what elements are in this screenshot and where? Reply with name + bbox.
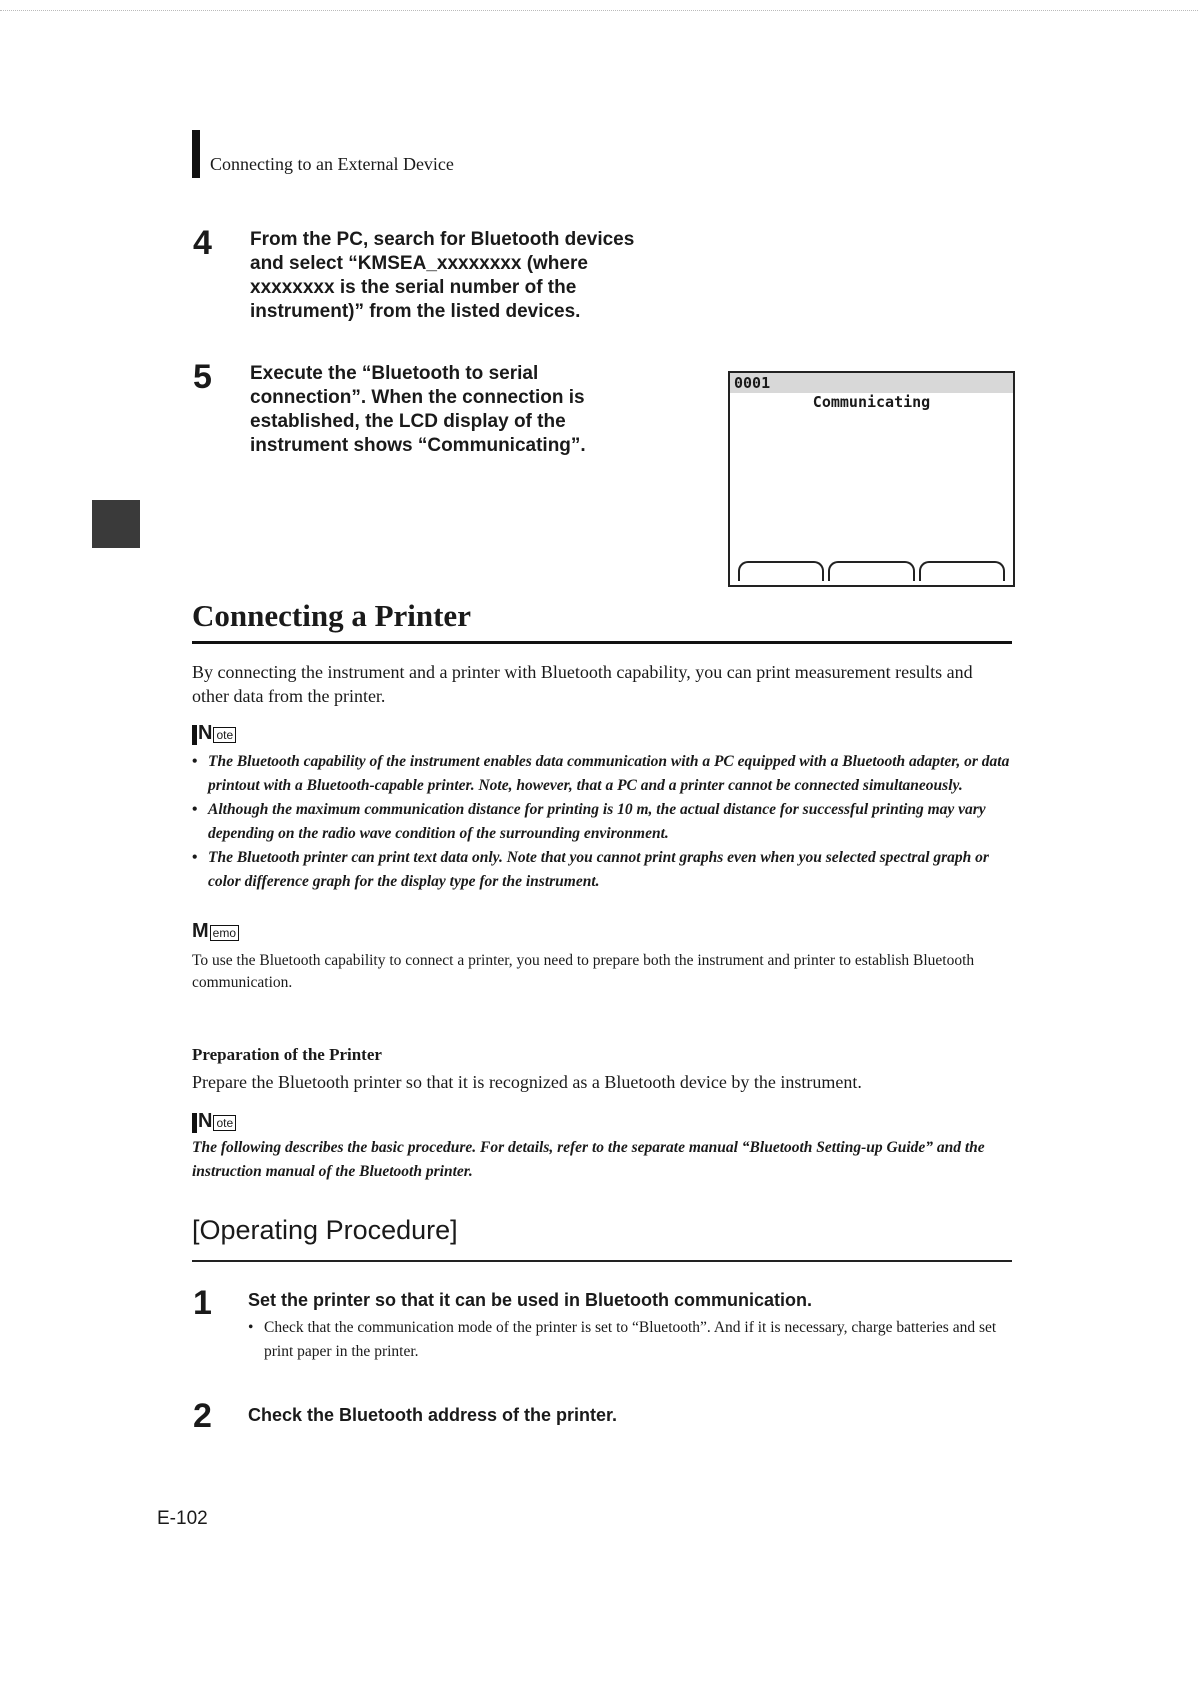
step-number: 5 [193,358,212,396]
note-label-small: ote [213,727,236,743]
step-number: 2 [193,1397,212,1435]
note-text: The following describes the basic procedure. For details, refer to the separate manual “Bluetooth Setting-up Guide” and the instruction manual of the Bluetooth printer. [192,1139,985,1180]
step-text: Check the Bluetooth address of the printer. [248,1405,618,1425]
section-bar [192,130,200,178]
heading-rule [192,641,1012,644]
lcd-status-text: Communicating [812,393,931,411]
step-text: Set the printer so that it can be used in Bluetooth communication. [248,1290,813,1310]
list-item: • The Bluetooth printer can print text data only. Note that you cannot print graphs even when you selected spectral graph or color difference graph for the display type for the instrument. [192,846,1022,894]
note-marker [192,725,197,745]
section-header-text: Connecting to an External Device [210,154,454,174]
note-label-small: ote [213,1115,236,1131]
step-text: From the PC, search for Bluetooth devices and select “KMSEA_xxxxxxxx (where xxxxxxxx is the serial number of the instrument)” from the listed devices. [250,229,635,322]
step-sub-bullet: • Check that the communication mode of the printer is set to “Bluetooth”. And if it is necessary, charge batteries and set print paper in the printer. [248,1316,1024,1364]
note-label [192,722,236,745]
note-marker [192,1113,197,1133]
lcd-sample-id: 0001 [734,374,771,392]
prep-text: Prepare the Bluetooth printer so that it is recognized as a Bluetooth device by the instrument. [192,1072,862,1092]
procedure-rule [192,1260,1012,1262]
top-border [0,10,1198,11]
lcd-display [728,371,1015,587]
side-tab-marker [92,500,140,548]
lcd-softkey [919,561,1005,581]
lcd-softkey [828,561,914,581]
lcd-softkeys [738,561,1005,581]
note-label [192,1110,236,1133]
prep-title: Preparation of the Printer [192,1045,382,1064]
note-label-big: N [198,722,213,744]
list-item: • The Bluetooth capability of the instrument enables data communication with a PC equipped with a Bluetooth adapter, or data printout with a Bluetooth-capable printer. Note, however, that a PC and a printer cannot be connected simultaneously. [192,750,1022,798]
memo-label-big: M [192,920,209,942]
page-number: E-102 [157,1508,208,1529]
memo-label [192,920,239,943]
procedure-heading: [Operating Procedure] [192,1215,458,1245]
lcd-status-bar [730,373,1013,393]
lcd-softkey [738,561,824,581]
step-text: Execute the “Bluetooth to serial connection”. When the connection is established, the LCD display of the instrument shows “Communicating”. [250,363,586,456]
memo-text: To use the Bluetooth capability to connect a printer, you need to prepare both the instrument and printer to establish Bluetooth communication. [192,952,975,991]
step-number: 1 [193,1284,212,1322]
page-heading: Connecting a Printer [192,598,471,633]
list-item: • Although the maximum communication distance for printing is 10 m, the actual distance for successful printing may vary depending on the radio wave condition of the surrounding environment. [192,798,1022,846]
memo-label-small: emo [210,925,239,941]
note-label-big: N [198,1110,213,1132]
note-list [192,750,1022,894]
step-number: 4 [193,224,212,262]
intro-text: By connecting the instrument and a printer with Bluetooth capability, you can print measurement results and other data from the printer. [192,662,973,706]
